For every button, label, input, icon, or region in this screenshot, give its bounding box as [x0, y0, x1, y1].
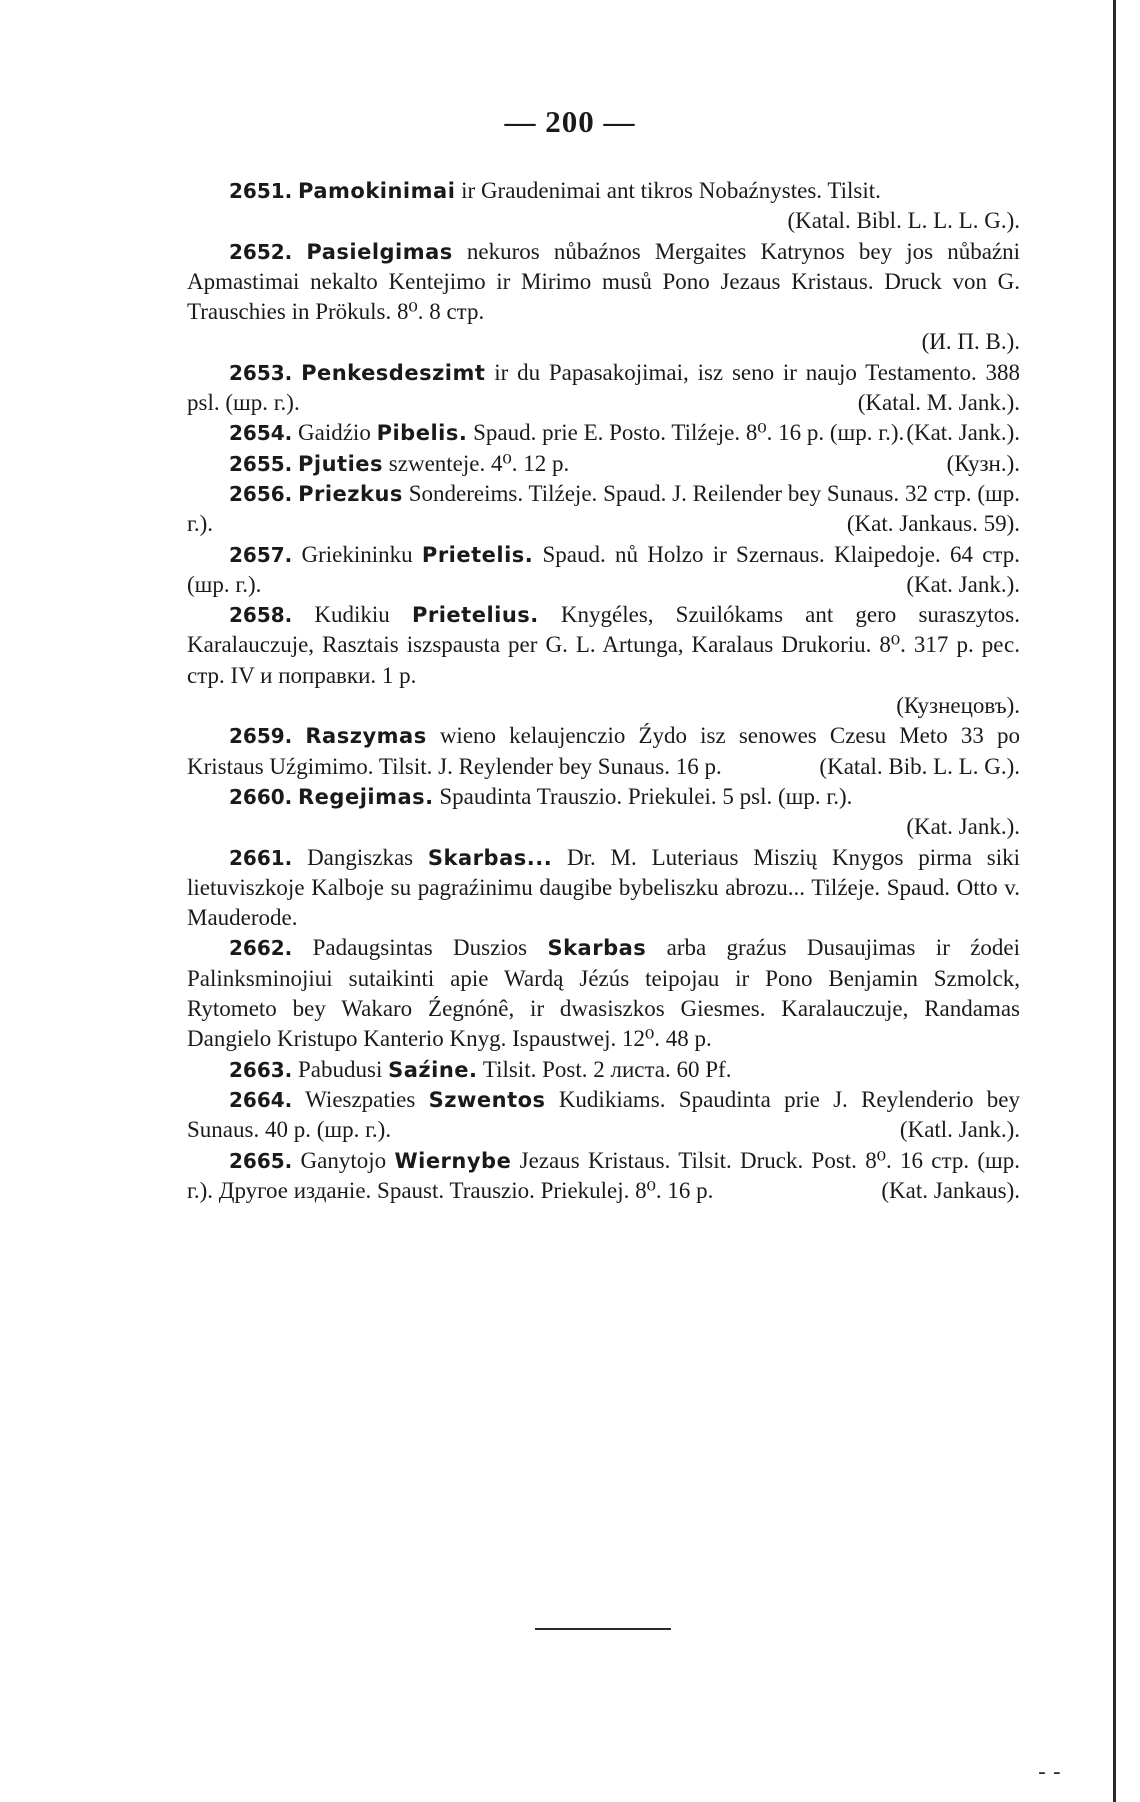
entry-keyword: Pasielgimas — [306, 239, 453, 264]
entry-source: (Kat. Jank.). — [906, 420, 1020, 446]
entry-keyword: Pamokinimai — [298, 179, 456, 203]
entry-number: 2656. — [229, 481, 293, 506]
end-rule — [535, 1628, 671, 1630]
catalog-entry — [187, 449, 1020, 479]
entry-source: (Kat. Jankaus. 59). — [846, 511, 1020, 537]
entry-keyword: Prietelis. — [421, 542, 534, 567]
entry-prefix: Griekininku — [292, 541, 422, 567]
catalog-entry — [187, 782, 1020, 843]
entry-keyword: Regejimas. — [298, 784, 434, 809]
entry-text: Knygéles, Szuilókams ant gero suraszytos. Karalauczuje, Rasztais iszspausta per G. L. Artunga, Karalaus Drukoriu. 8⁰. 317 p. рес. стр. IV и поправки. 1 p. — [187, 602, 1021, 688]
catalog-entry — [187, 843, 1020, 934]
entry-prefix: Wieszpaties — [292, 1086, 429, 1112]
catalog-entry — [187, 600, 1020, 721]
entry-prefix: Dangiszkas — [292, 844, 428, 870]
entry-text: Spaud. nů Holzo ir Szernaus. Klaipedoje. 64 стр. (шр. г.). — [187, 541, 1020, 597]
entry-number: 2655. — [229, 451, 293, 476]
entry-keyword: Pjuties — [298, 451, 384, 476]
catalog-entry — [187, 1055, 1020, 1085]
entry-text: ir Graudenimai ant tikros Nobaźnystes. Tilsit. — [455, 178, 881, 203]
entry-source: (Кузнецовъ). — [896, 693, 1020, 719]
entry-source: (Katl. Jank.). — [899, 1117, 1020, 1143]
entry-source: (И. П. В.). — [921, 329, 1020, 355]
entry-source: (Kat. Jank.). — [906, 571, 1020, 597]
entry-text: Jezaus Kristaus. Tilsit. Druck. Post. 8⁰. 16 стр. (шр. г.). Другое изданіе. Spaust. Trauszio. Priekulej. 8⁰. 16 p. — [187, 1147, 1020, 1203]
page-edge-line — [1113, 0, 1116, 1802]
entry-number: 2658. — [229, 603, 293, 628]
entry-text: wieno kelaujenczio Źydo isz senowes Czesu Meto 33 po Kristaus Uźgimimo. Tilsit. J. Reylender bey Sunaus. 16 p. — [187, 723, 1020, 779]
entry-source: (Kat. Jank.). — [906, 814, 1020, 840]
entry-text: ir du Papasakojimai, isz seno ir naujo Testamento. 388 psl. (шр. г.). — [187, 359, 1020, 416]
entry-text: Dr. M. Luteriaus Miszių Knygos pirma siki lietuviszkoje Kalboje su pagraźinimu daugibe bybeliszku abrozu... Tilźeje. Spaud. Otto v. Mauderode. — [187, 844, 1020, 931]
catalog-entry — [187, 479, 1020, 540]
entry-source: (Katal. Bibl. L. L. L. G.). — [787, 208, 1020, 234]
entry-keyword: Raszymas — [305, 724, 427, 749]
page-number: — 200 — — [504, 104, 636, 139]
entry-keyword: Wiernybe — [394, 1148, 512, 1173]
entry-number: 2660. — [229, 784, 293, 809]
catalog-entry — [187, 721, 1020, 782]
entry-number: 2664. — [229, 1087, 293, 1112]
corner-mark: - - — [1038, 1760, 1061, 1785]
catalog-entry — [187, 1146, 1020, 1207]
entry-number: 2662. — [229, 936, 293, 961]
entry-prefix: Padaugsintas Duszios — [292, 935, 548, 961]
entry-keyword: Penkesdeszimt — [301, 360, 486, 385]
entry-prefix: Gaidźio — [292, 420, 377, 446]
entry-source: (Кузн.). — [946, 450, 1020, 476]
entry-number: 2659. — [229, 724, 293, 749]
entry-number: 2663. — [229, 1057, 293, 1082]
entry-number: 2665. — [229, 1148, 293, 1173]
entry-number: 2653. — [229, 360, 293, 385]
entry-keyword: Saźine. — [388, 1057, 478, 1082]
entry-keyword: Prietelius. — [411, 603, 539, 628]
entry-text: Spaud. prie E. Posto. Tilźeje. 8⁰. 16 p. (шр. г.). — [467, 420, 905, 446]
entry-number: 2654. — [229, 421, 293, 446]
entry-prefix: Kudikiu — [292, 602, 412, 628]
entry-text: szwenteje. 4⁰. 12 p. — [383, 450, 570, 476]
catalog-entry — [187, 237, 1020, 358]
entry-text: Kudikiams. Spaudinta prie J. Reylenderio bey Sunaus. 40 p. (шр. г.). — [187, 1086, 1020, 1143]
entry-keyword: Pibelis. — [376, 421, 468, 446]
entry-keyword: Szwentos — [428, 1087, 546, 1112]
catalog-entry — [187, 358, 1020, 419]
entry-source: (Katal. Bib. L. L. G.). — [819, 753, 1020, 779]
catalog-entry — [187, 933, 1020, 1054]
entry-number: 2652. — [229, 239, 293, 264]
entry-prefix: Pabudusi — [292, 1056, 389, 1082]
entry-number: 2661. — [229, 845, 293, 870]
entry-keyword: Skarbas... — [427, 845, 553, 870]
entry-text: arba graźus Dusaujimas ir źodei Palinksminojiui sutaikinti apie Wardą Jézús teipojau ir Pono Benjamin Szmolck, Rytometo bey Wakaro Źegnónê, ir dwasiszkos Giesmes. Karalauczuje, Randamas Dangielo Kristupo Kanterio Knyg. Ispaustwej. 12⁰. 48 p. — [187, 935, 1020, 1052]
entry-text: Spaudinta Trauszio. Priekulei. 5 psl. (шр. г.). — [433, 783, 853, 809]
entry-text: Sondereims. Tilźeje. Spaud. J. Reilender bey Sunaus. 32 стр. (шр. г.). — [187, 480, 1020, 537]
catalog-entry — [187, 176, 1020, 234]
entry-number: 2651. — [229, 179, 293, 203]
entry-prefix: Ganytojo — [292, 1147, 395, 1173]
catalog-entry — [187, 540, 1020, 601]
entry-keyword: Priezkus — [298, 481, 403, 506]
entry-source: (Katal. M. Jank.). — [857, 390, 1020, 416]
entry-source: (Kat. Jankaus). — [881, 1177, 1020, 1203]
catalog-entry — [187, 418, 1020, 448]
entry-list — [187, 176, 1020, 1206]
entry-text: nekuros nůbaźnos Mergaites Katrynos bey jos nůbaźni Apmastimai nekalto Kentejimo ir Mirimo musů Pono Jezaus Kristaus. Druck von G. Trauschies in Prökuls. 8⁰. 8 стр. — [187, 238, 1021, 325]
entry-keyword: Skarbas — [547, 936, 647, 961]
entry-number: 2657. — [229, 542, 293, 567]
catalog-entry — [187, 1085, 1020, 1146]
entry-text: Tilsit. Post. 2 листа. 60 Pf. — [477, 1056, 732, 1082]
